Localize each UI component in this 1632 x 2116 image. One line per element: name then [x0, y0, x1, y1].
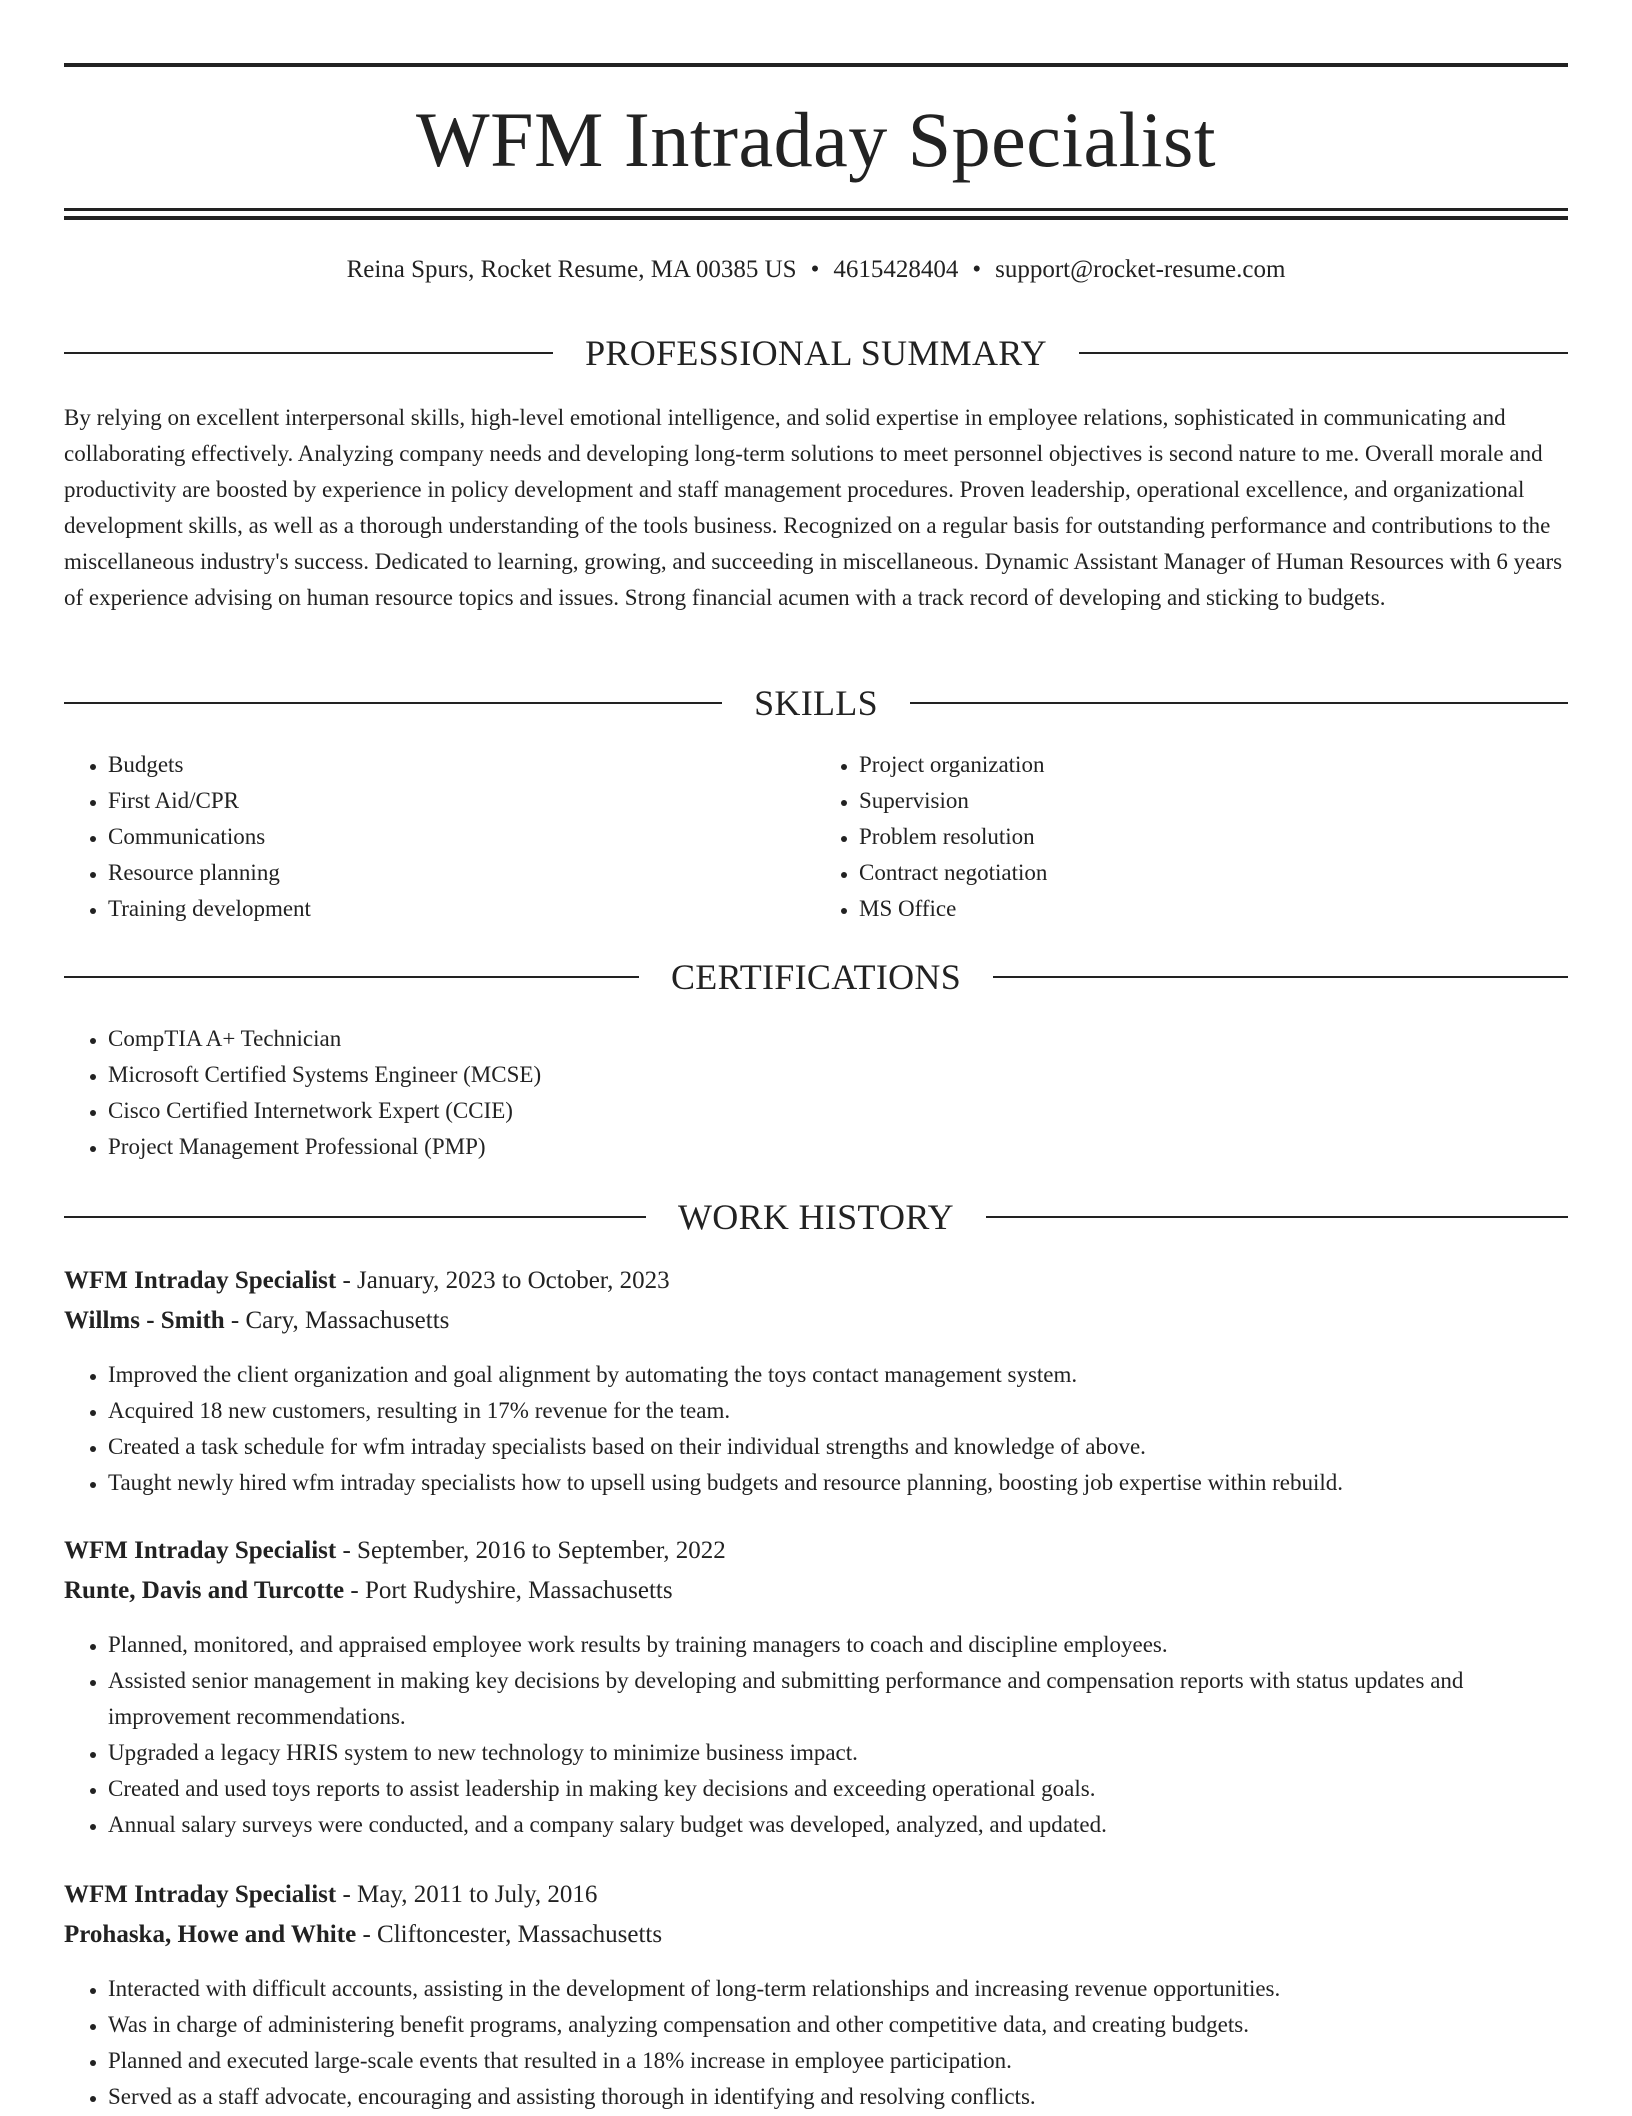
job-location: - Cary, Massachusetts — [224, 1307, 450, 1334]
job-bullet: • Taught newly hired wfm intraday specialists how to upsell using budgets and resource planning, boosting job expertise within rebuild. — [108, 1465, 1568, 1501]
certifications-section-header — [64, 954, 1568, 1000]
job-dates: - September, 2016 to September, 2022 — [336, 1537, 726, 1564]
certification-item: • Project Management Professional (PMP) — [108, 1129, 1568, 1165]
summary-text: By relying on excellent interpersonal skills, high-level emotional intelligence, and solid expertise in employee relations, sophisticated in communicating and collaborating effectively. Analyzing company needs and developing long-term solutions to meet personnel objectives is second nature to me. Overall morale and productivity are boosted by experience in policy development and staff management procedures. Proven leadership, operational excellence, and organizational development skills, as well as a thorough understanding of the tools business. Recognized on a regular basis for outstanding performance and contributions to the miscellaneous industry's success. Dedicated to learning, growing, and succeeding in miscellaneous. Dynamic Assistant Manager of Human Resources with 6 years of experience advising on human resource topics and issues. Strong financial acumen with a track record of developing and sticking to budgets. — [64, 405, 1563, 610]
job-company: Runte, Davis and Turcotte — [64, 1577, 345, 1604]
divider — [993, 976, 1568, 978]
divider — [64, 702, 722, 704]
job-bullet: • Assisted senior management in making key decisions by developing and submitting performance and compensation reports with status updates and improvement recommendations. — [108, 1663, 1568, 1735]
divider — [64, 352, 553, 354]
certifications-items — [64, 1021, 1568, 1165]
divider — [64, 976, 639, 978]
contact-address: Reina Spurs, Rocket Resume, MA 00385 US — [346, 256, 797, 283]
title-double-rule — [64, 208, 1568, 220]
job-bullet: • Improved the client organization and goal alignment by automating the toys contact management system. — [108, 1357, 1568, 1393]
job-title: WFM Intraday Specialist — [64, 1881, 337, 1908]
job-location: - Port Rudyshire, Massachusetts — [344, 1577, 673, 1604]
certifications-list — [64, 1021, 1568, 1165]
contact-line — [64, 252, 1568, 288]
contact-separator: • — [810, 256, 820, 283]
job-entry — [64, 1263, 1568, 1501]
job-bullet: • Planned and executed large-scale events that resulted in a 18% increase in employee participation. — [108, 2043, 1568, 2079]
job-bullet: • Planned, monitored, and appraised employee work results by training managers to coach and discipline employees. — [108, 1627, 1568, 1663]
job-title-line — [64, 1877, 1568, 1913]
skills-heading: SKILLS — [754, 683, 878, 723]
divider — [64, 1216, 646, 1218]
skill-item: • Project organization — [859, 747, 1568, 783]
job-location: - Cliftoncester, Massachusetts — [356, 1921, 663, 1948]
job-bullets — [64, 1627, 1568, 1843]
contact-email: support@rocket-resume.com — [995, 256, 1286, 283]
work-heading: WORK HISTORY — [678, 1197, 954, 1237]
skill-item: • Supervision — [859, 783, 1568, 819]
job-dates: - May, 2011 to July, 2016 — [336, 1881, 598, 1908]
skill-item: • Problem resolution — [859, 819, 1568, 855]
job-company-line — [64, 1573, 1568, 1609]
skill-item: • First Aid/CPR — [108, 783, 817, 819]
job-bullet: • Created and used toys reports to assist leadership in making key decisions and exceeding operational goals. — [108, 1771, 1568, 1807]
skills-section-header — [64, 680, 1568, 726]
job-dates: - January, 2023 to October, 2023 — [336, 1267, 670, 1294]
job-company: Willms - Smith — [64, 1307, 225, 1334]
job-title: WFM Intraday Specialist — [64, 1267, 337, 1294]
certification-item: • CompTIA A+ Technician — [108, 1021, 1568, 1057]
job-company-line — [64, 1303, 1568, 1339]
skill-item: • Contract negotiation — [859, 855, 1568, 891]
certifications-heading: CERTIFICATIONS — [670, 957, 962, 997]
page-title: WFM Intraday Specialist — [416, 96, 1216, 183]
skills-column-left — [64, 747, 817, 927]
job-bullet: • Was in charge of administering benefit programs, analyzing compensation and other competitive data, and creating budgets. — [108, 2007, 1568, 2043]
top-rule — [64, 63, 1568, 67]
job-company-line — [64, 1917, 1568, 1953]
job-bullets — [64, 1971, 1568, 2115]
job-bullet: • Created a task schedule for wfm intraday specialists based on their individual strengths and knowledge of above. — [108, 1429, 1568, 1465]
contact-separator: • — [972, 256, 982, 283]
divider — [1079, 352, 1568, 354]
skill-item: • Communications — [108, 819, 817, 855]
job-title-line — [64, 1533, 1568, 1569]
divider — [986, 1216, 1568, 1218]
job-bullet: • Interacted with difficult accounts, assisting in the development of long-term relationships and increasing revenue opportunities. — [108, 1971, 1568, 2007]
summary-heading: PROFESSIONAL SUMMARY — [585, 333, 1047, 373]
certification-item: • Microsoft Certified Systems Engineer (MCSE) — [108, 1057, 1568, 1093]
work-section-header — [64, 1194, 1568, 1240]
job-title: WFM Intraday Specialist — [64, 1537, 337, 1564]
skills-column-right — [817, 747, 1568, 927]
skills-list — [64, 747, 1568, 927]
job-bullets — [64, 1357, 1568, 1501]
divider — [910, 702, 1568, 704]
job-title-line — [64, 1263, 1568, 1299]
job-company: Prohaska, Howe and White — [64, 1921, 357, 1948]
skill-item: • Resource planning — [108, 855, 817, 891]
job-entry — [64, 1877, 1568, 2115]
job-bullet: • Served as a staff advocate, encouraging and assisting thorough in identifying and resolving conflicts. — [108, 2079, 1568, 2115]
job-bullet: • Annual salary surveys were conducted, and a company salary budget was developed, analyzed, and updated. — [108, 1807, 1568, 1843]
job-bullet: • Acquired 18 new customers, resulting in 17% revenue for the team. — [108, 1393, 1568, 1429]
job-bullet: • Upgraded a legacy HRIS system to new technology to minimize business impact. — [108, 1735, 1568, 1771]
skill-item: • Budgets — [108, 747, 817, 783]
contact-phone: 4615428404 — [833, 256, 959, 283]
summary-section-header — [64, 330, 1568, 376]
skill-item: • MS Office — [859, 891, 1568, 927]
skill-item: • Training development — [108, 891, 817, 927]
job-entry — [64, 1533, 1568, 1843]
certification-item: • Cisco Certified Internetwork Expert (CCIE) — [108, 1093, 1568, 1129]
